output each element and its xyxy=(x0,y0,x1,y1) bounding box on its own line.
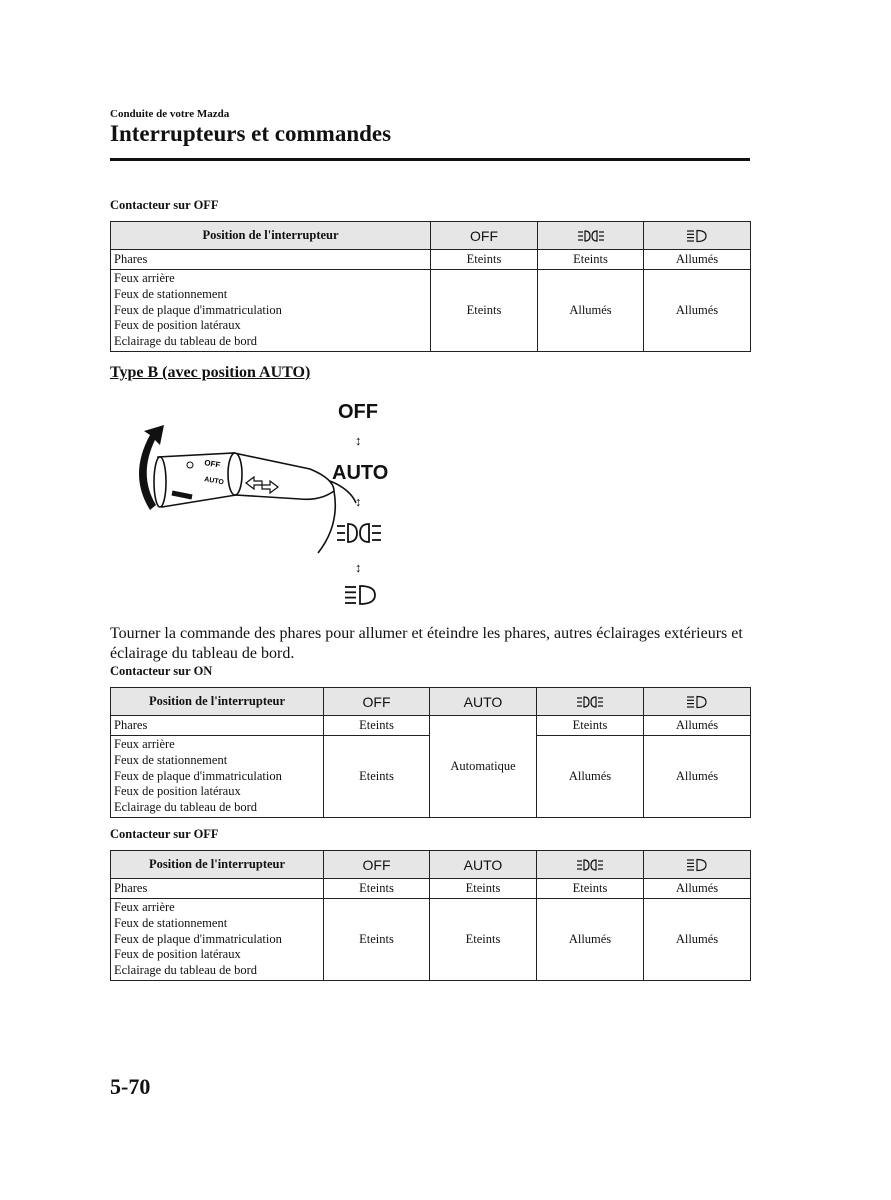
table-row xyxy=(111,899,751,981)
lever-label-auto: AUTO xyxy=(203,476,225,487)
cell-off: Eteints xyxy=(324,879,430,899)
type-b-heading: Type B (avec position AUTO) xyxy=(110,364,311,381)
updown-arrow-icon: ↕ xyxy=(355,560,362,575)
table3 xyxy=(110,850,751,981)
row-label: Phares xyxy=(111,879,324,899)
cell-headlight: Allumés xyxy=(644,736,751,818)
page-title: Interrupteurs et commandes xyxy=(110,121,392,146)
label-line: Feux de stationnement xyxy=(114,752,228,767)
parking-light-icon xyxy=(576,858,604,872)
label-line: Feux de stationnement xyxy=(114,915,228,930)
cell-parking: Eteints xyxy=(537,716,644,736)
row-label xyxy=(111,899,324,981)
table-header-row xyxy=(111,222,751,250)
cell-parking: Allumés xyxy=(537,736,644,818)
cell-parking: Allumés xyxy=(538,270,644,352)
table-row xyxy=(111,879,751,899)
header-headlight xyxy=(644,688,751,716)
table-header-row xyxy=(111,851,751,879)
label-line: Feux de plaque d'immatriculation xyxy=(114,931,282,946)
parking-light-icon xyxy=(336,521,382,545)
table-row xyxy=(111,250,751,270)
header-off: OFF xyxy=(324,688,430,716)
table1-caption: Contacteur sur OFF xyxy=(110,198,219,212)
header-position: Position de l'interrupteur xyxy=(111,222,431,250)
cell-off: Eteints xyxy=(324,899,430,981)
cell-headlight: Allumés xyxy=(644,250,751,270)
label-line: Feux de position latéraux xyxy=(114,784,241,799)
header-auto: AUTO xyxy=(430,688,537,716)
header-parking xyxy=(538,222,644,250)
position-auto: AUTO xyxy=(332,462,389,484)
table-row xyxy=(111,716,751,736)
header-off: OFF xyxy=(324,851,430,879)
cell-parking: Allumés xyxy=(537,899,644,981)
table1 xyxy=(110,221,751,352)
headlight-icon xyxy=(686,695,708,709)
instruction-text: Tourner la commande des phares pour allumer et éteindre les phares, autres éclairages extérieurs et éclairage du tableau de bord. xyxy=(110,625,743,662)
header-headlight xyxy=(644,222,751,250)
table-row xyxy=(111,270,751,352)
header-position: Position de l'interrupteur xyxy=(111,688,324,716)
cell-off: Eteints xyxy=(324,716,430,736)
headlight-icon xyxy=(686,229,708,243)
updown-arrow-icon: ↕ xyxy=(355,433,362,448)
cell-headlight: Allumés xyxy=(644,899,751,981)
row-label xyxy=(111,736,324,818)
cell-off: Eteints xyxy=(431,270,538,352)
row-label: Phares xyxy=(111,250,431,270)
page-number: 5-70 xyxy=(110,1074,151,1099)
section-label: Conduite de votre Mazda xyxy=(110,108,230,120)
cell-auto: Eteints xyxy=(430,899,537,981)
parking-light-icon xyxy=(577,229,605,243)
cell-headlight: Allumés xyxy=(644,716,751,736)
lever-label-off: OFF xyxy=(203,458,221,470)
cell-off: Eteints xyxy=(324,736,430,818)
table2 xyxy=(110,687,751,818)
label-line: Feux de plaque d'immatriculation xyxy=(114,768,282,783)
cell-auto: Eteints xyxy=(430,879,537,899)
header-headlight xyxy=(644,851,751,879)
cell-auto-merged: Automatique xyxy=(430,716,537,818)
label-line: Eclairage du tableau de bord xyxy=(114,800,257,815)
cell-headlight: Allumés xyxy=(644,879,751,899)
parking-light-icon xyxy=(576,695,604,709)
row-label: Phares xyxy=(111,716,324,736)
label-line: Feux arrière xyxy=(114,271,175,285)
header-parking xyxy=(537,688,644,716)
headlight-icon xyxy=(686,858,708,872)
label-line: Feux arrière xyxy=(114,900,175,914)
label-line: Feux de stationnement xyxy=(114,286,228,301)
row-label xyxy=(111,270,431,352)
cell-parking: Eteints xyxy=(537,879,644,899)
title-rule xyxy=(110,158,750,161)
cell-parking: Eteints xyxy=(538,250,644,270)
label-line: Eclairage du tableau de bord xyxy=(114,963,257,978)
cell-headlight: Allumés xyxy=(644,270,751,352)
header-parking xyxy=(537,851,644,879)
header-auto: AUTO xyxy=(430,851,537,879)
label-line: Feux de position latéraux xyxy=(114,318,241,333)
table-header-row xyxy=(111,688,751,716)
label-line: Feux de plaque d'immatriculation xyxy=(114,302,282,317)
label-line: Feux de position latéraux xyxy=(114,947,241,962)
label-line: Eclairage du tableau de bord xyxy=(114,334,257,349)
updown-arrow-icon: ↕ xyxy=(355,494,362,509)
position-off: OFF xyxy=(338,401,378,423)
cell-off: Eteints xyxy=(431,250,538,270)
table3-caption: Contacteur sur OFF xyxy=(110,827,219,841)
header-off: OFF xyxy=(431,222,538,250)
label-line: Feux arrière xyxy=(114,737,175,751)
headlight-icon xyxy=(344,584,378,606)
table2-caption: Contacteur sur ON xyxy=(110,664,213,678)
header-position: Position de l'interrupteur xyxy=(111,851,324,879)
